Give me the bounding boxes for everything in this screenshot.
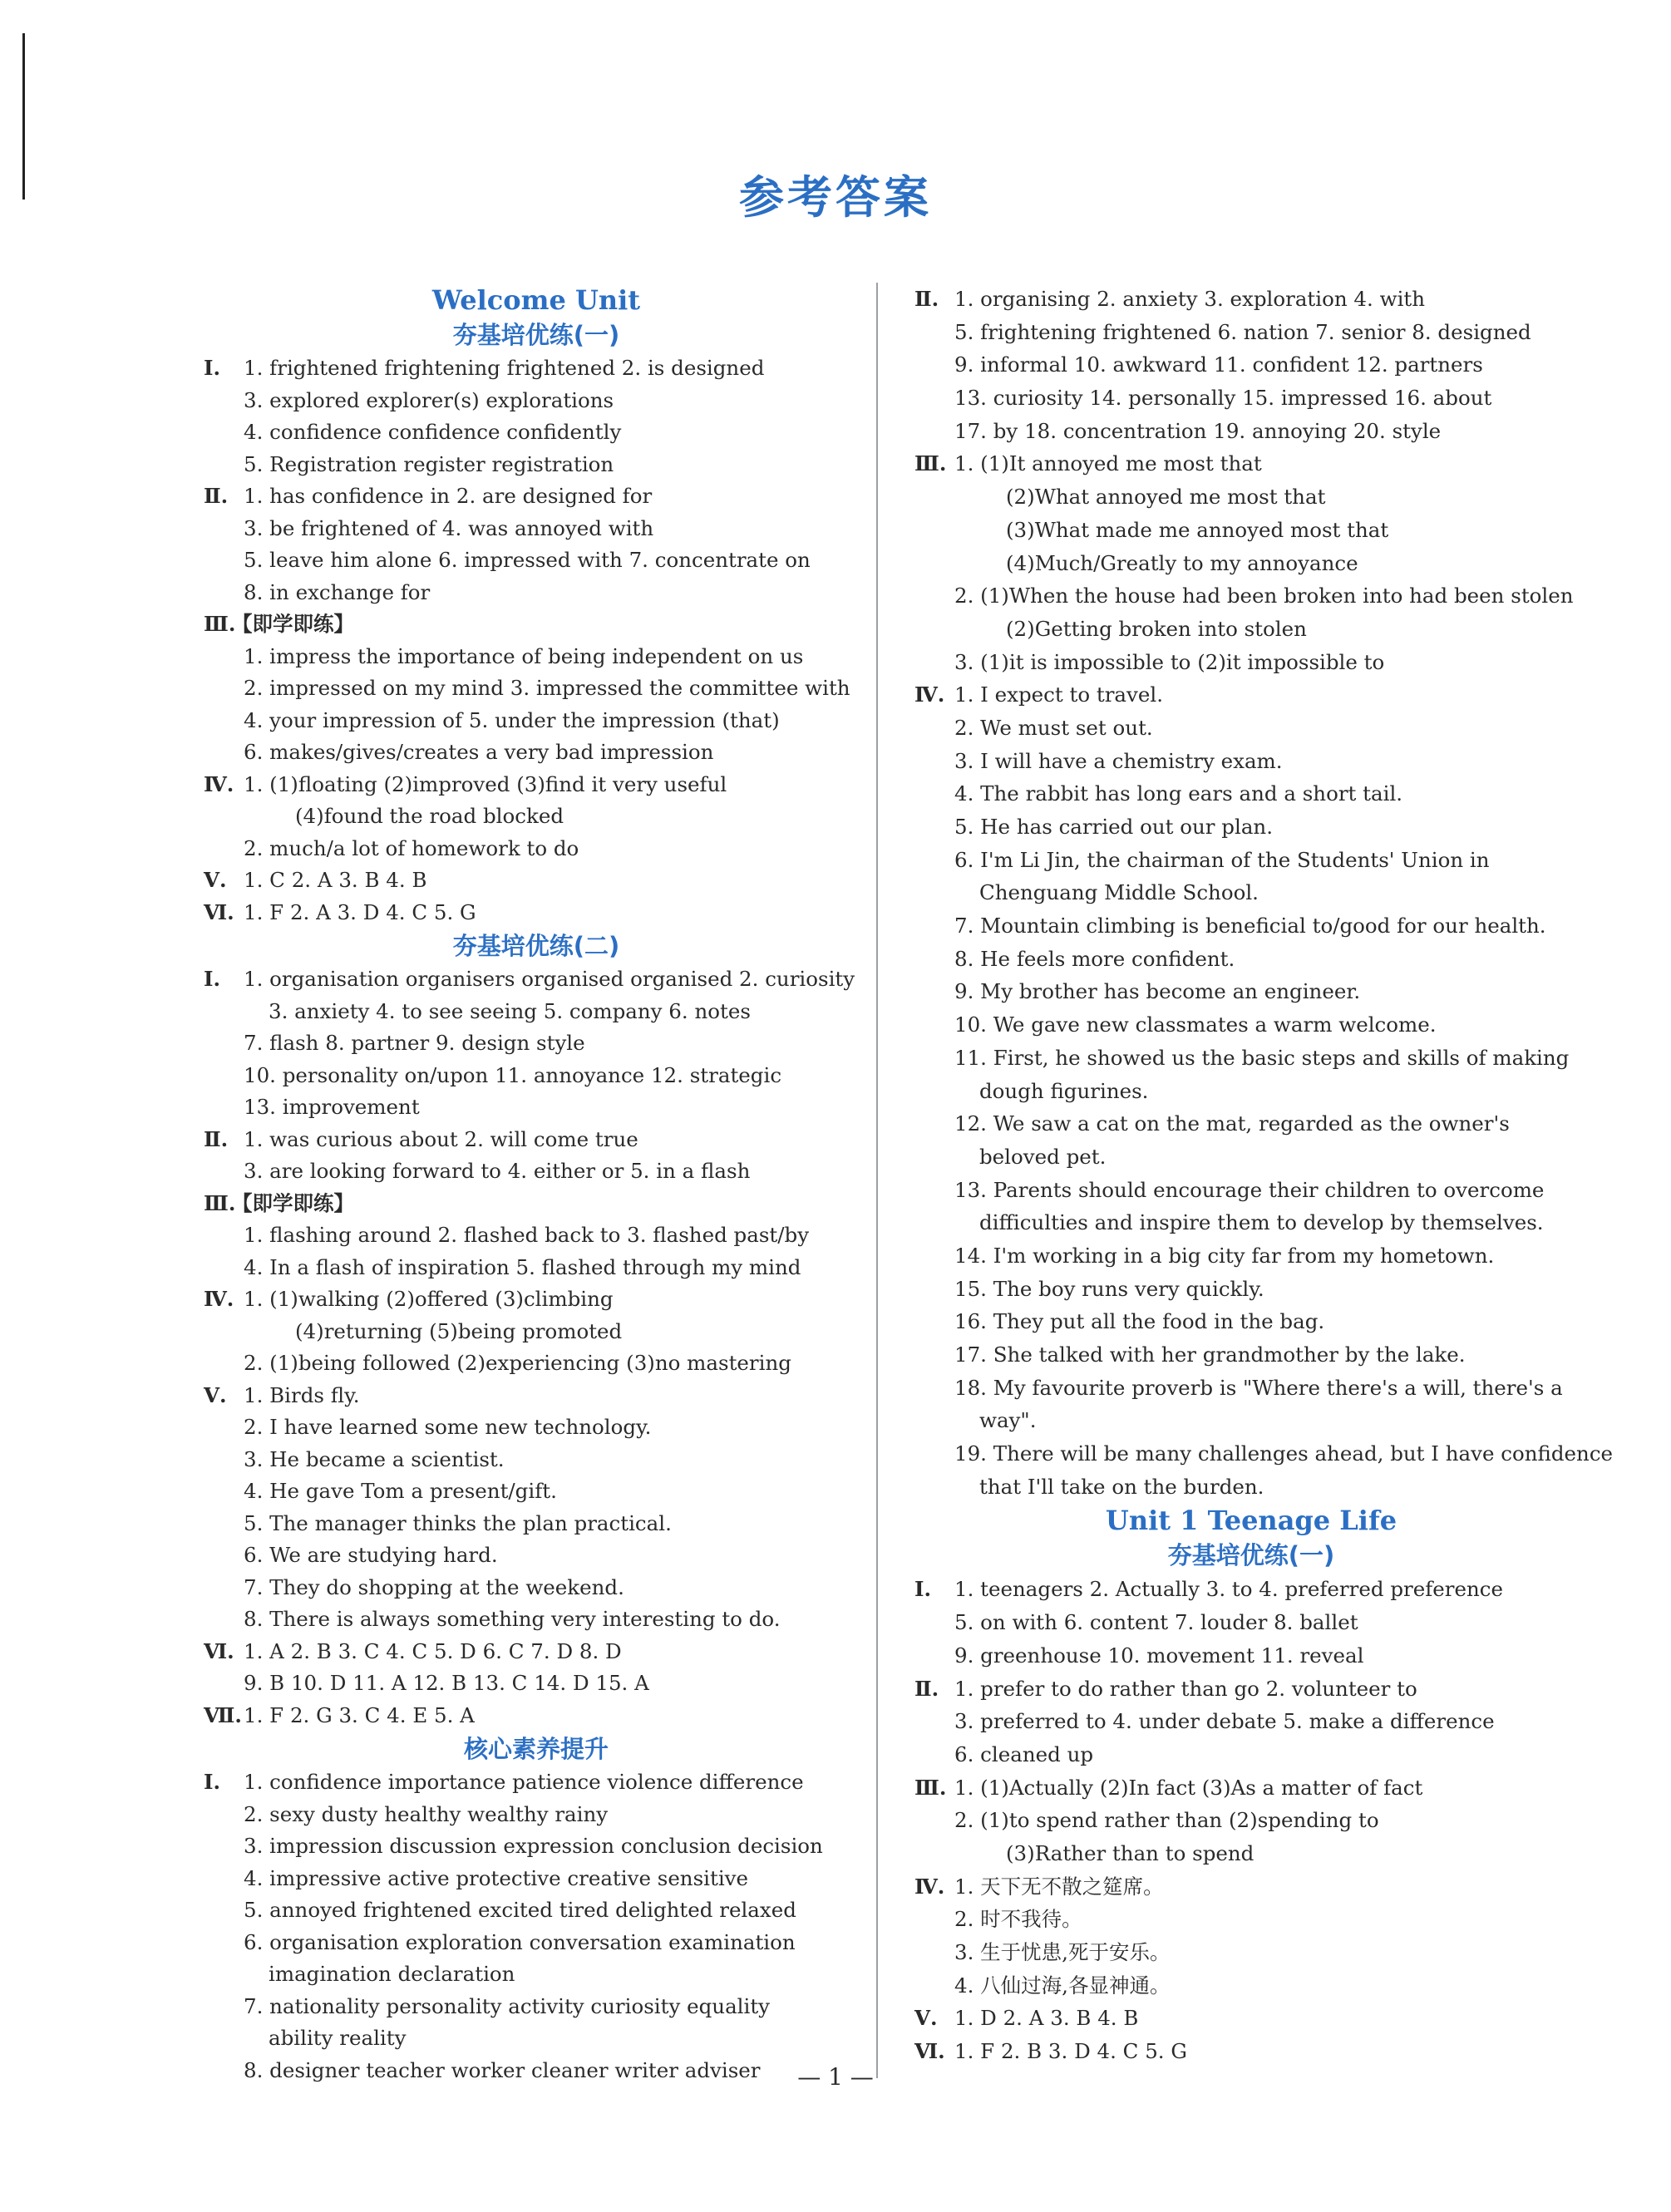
answer-text: 8. designer teacher worker cleaner writer adviser xyxy=(244,2057,761,2082)
roman-numeral: Ⅳ. xyxy=(204,771,234,796)
roman-numeral: Ⅴ. xyxy=(914,2006,938,2031)
answer-text: 19. There will be many challenges ahead, but I have confidence xyxy=(954,1441,1614,1466)
answer-text: 6. cleaned up xyxy=(954,1742,1094,1766)
answer-text: 2. sexy dusty healthy wealthy rainy xyxy=(244,1801,609,1826)
left-column xyxy=(204,283,869,2086)
answer-group xyxy=(914,283,1614,1503)
answer-text: 5. frightening frightened 6. nation 7. senior 8. designed xyxy=(954,319,1531,344)
answer-line xyxy=(204,737,869,769)
answer-text: 5. He has carried out our plan. xyxy=(954,815,1274,839)
answer-text: 14. I'm working in a big city far from my hometown. xyxy=(954,1243,1495,1268)
answer-text: 2. 时不我待。 xyxy=(954,1907,1082,1932)
answer-line xyxy=(204,1155,869,1188)
answer-line xyxy=(914,1936,1588,1969)
answer-line xyxy=(914,480,1588,514)
answer-text: 3. (1)it is impossible to (2)it impossible to xyxy=(954,649,1385,674)
answer-line xyxy=(204,385,869,417)
answer-line xyxy=(914,1008,1588,1042)
answer-text: 13. Parents should encourage their children to overcome xyxy=(954,1177,1545,1202)
answer-text: 10. personality on/upon 11. annoyance 12. strategic xyxy=(244,1062,782,1087)
answer-text: 2. We must set out. xyxy=(954,715,1153,740)
answer-text: 16. They put all the food in the bag. xyxy=(954,1309,1325,1334)
answer-text: (4)found the road blocked xyxy=(295,804,564,828)
roman-numeral: Ⅰ. xyxy=(914,1577,931,1602)
answer-text: 2. (1)When the house had been broken into had been stolen xyxy=(954,584,1574,608)
answer-line xyxy=(914,909,1588,943)
answer-text: 3. are looking forward to 4. either or 5. in a flash xyxy=(244,1159,751,1183)
answer-text: 11. First, he showed us the basic steps and skills of making xyxy=(954,1045,1570,1070)
answer-group xyxy=(914,1573,1588,2067)
answer-text: 1. A 2. B 3. C 4. C 5. D 6. C 7. D 8. D xyxy=(244,1638,622,1663)
answer-text: 3. explored explorer(s) explorations xyxy=(244,387,614,412)
answer-text: 8. in exchange for xyxy=(244,579,431,604)
answer-text: 7. nationality personality activity curiosity equality xyxy=(244,1993,771,2018)
answer-line xyxy=(914,1107,1588,1140)
answer-line xyxy=(204,833,869,865)
answer-line xyxy=(914,1042,1588,1075)
unit-heading: Unit 1 Teenage Life xyxy=(1105,1505,1397,1537)
answer-text: 3. 生于忧患,死于安乐。 xyxy=(954,1940,1171,1964)
answer-text: Chenguang Middle School. xyxy=(979,880,1259,905)
answer-line xyxy=(914,1606,1588,1639)
answer-line xyxy=(204,1219,869,1252)
answer-line xyxy=(914,547,1588,580)
answer-line xyxy=(204,544,869,577)
answer-line xyxy=(204,1188,869,1220)
answer-text: 4. In a flash of inspiration 5. flashed through my mind xyxy=(244,1254,801,1279)
answer-text: 1. C 2. A 3. B 4. B xyxy=(244,868,427,892)
answer-line xyxy=(914,1239,1588,1273)
roman-numeral: Ⅵ. xyxy=(914,2039,945,2064)
answer-line xyxy=(204,480,869,513)
answer-line xyxy=(204,1316,869,1348)
answer-text: 1. F 2. A 3. D 4. C 5. G xyxy=(244,899,476,924)
answer-text: 3. anxiety 4. to see seeing 5. company 6. notes xyxy=(269,998,751,1023)
answer-text: 9. greenhouse 10. movement 11. reveal xyxy=(954,1643,1364,1668)
answer-text: 1. (1)It annoyed me most that xyxy=(954,451,1262,476)
answer-line xyxy=(914,1771,1588,1805)
answer-line xyxy=(204,1668,869,1700)
answer-group xyxy=(204,963,869,1732)
answer-line xyxy=(914,777,1588,810)
answer-line xyxy=(914,678,1588,712)
answer-text: 2. I have learned some new technology. xyxy=(244,1415,652,1439)
answer-text: 4. He gave Tom a present/gift. xyxy=(244,1479,557,1503)
answer-text: (3)What made me annoyed most that xyxy=(1006,517,1389,542)
answer-line xyxy=(204,1252,869,1284)
answer-text: (4)returning (5)being promoted xyxy=(295,1318,623,1343)
answer-text: (2)Getting broken into stolen xyxy=(1006,616,1307,641)
answer-line xyxy=(914,382,1588,415)
section-heading: 夯基培优练(一) xyxy=(1167,1541,1335,1570)
answer-text: (4)Much/Greatly to my annoyance xyxy=(1006,550,1358,575)
roman-numeral: Ⅴ. xyxy=(204,868,227,892)
answer-text: 1. I expect to travel. xyxy=(954,682,1163,707)
roman-numeral: Ⅶ. xyxy=(204,1702,242,1727)
answer-text: 2. (1)being followed (2)experiencing (3)no mastering xyxy=(244,1351,791,1375)
roman-numeral: Ⅲ. xyxy=(204,1190,236,1215)
answer-text: 4. The rabbit has long ears and a short tail. xyxy=(954,781,1403,806)
roman-numeral: Ⅳ. xyxy=(914,1874,945,1899)
answer-text: 7. flash 8. partner 9. design style xyxy=(244,1031,585,1055)
roman-numeral: Ⅲ. xyxy=(204,612,236,636)
answer-line xyxy=(914,1273,1588,1306)
answer-text: 1. frightened frightening frightened 2. is designed xyxy=(244,356,765,380)
answer-text: 13. curiosity 14. personally 15. impressed 16. about xyxy=(954,386,1492,411)
column-divider xyxy=(876,283,878,2078)
answer-text: 【即学即练】 xyxy=(232,1190,354,1215)
answer-group xyxy=(204,1766,869,2086)
roman-numeral: Ⅰ. xyxy=(204,1770,220,1794)
answer-line xyxy=(204,705,869,737)
page-number: — 1 — xyxy=(797,2063,874,2091)
answer-text: 9. My brother has become an engineer. xyxy=(954,979,1361,1004)
answer-line xyxy=(914,283,1588,316)
answer-line xyxy=(914,745,1588,778)
roman-numeral: Ⅵ. xyxy=(204,1638,234,1663)
answer-line xyxy=(914,1837,1588,1870)
answer-text: 7. Mountain climbing is beneficial to/good for our health. xyxy=(954,914,1546,938)
answer-text: 1. confidence importance patience violence difference xyxy=(244,1770,804,1794)
answer-line xyxy=(204,416,869,449)
answer-line xyxy=(204,672,869,705)
answer-line xyxy=(204,1991,869,2023)
answer-text: 13. improvement xyxy=(244,1095,420,1119)
answer-line xyxy=(914,1673,1588,1706)
answer-line xyxy=(914,1305,1588,1338)
answer-line xyxy=(204,1508,869,1540)
answer-line xyxy=(914,844,1588,877)
answer-text: 【即学即练】 xyxy=(232,612,354,636)
page-title: 参考答案 xyxy=(739,171,932,224)
right-column xyxy=(914,283,1614,2068)
answer-line xyxy=(204,1283,869,1316)
answer-text: 1. flashing around 2. flashed back to 3. flashed past/by xyxy=(244,1223,810,1247)
answer-line xyxy=(204,641,869,673)
answer-line xyxy=(204,577,869,609)
answer-text: 8. He feels more confident. xyxy=(954,946,1235,971)
answer-line xyxy=(204,1091,869,1124)
answer-text: 5. leave him alone 6. impressed with 7. concentrate on xyxy=(244,548,811,572)
unit-heading: Welcome Unit xyxy=(431,284,641,316)
answer-line xyxy=(914,1140,1588,1174)
answer-line xyxy=(914,810,1588,844)
answer-text: 6. We are studying hard. xyxy=(244,1543,498,1567)
answer-line xyxy=(204,1766,869,1799)
answer-text: 1. (1)Actually (2)In fact (3)As a matter of fact xyxy=(954,1775,1423,1800)
answer-text: (3)Rather than to spend xyxy=(1006,1840,1254,1865)
answer-line xyxy=(204,352,869,385)
answer-text: 9. B 10. D 11. A 12. B 13. C 14. D 15. A xyxy=(244,1671,649,1695)
answer-line xyxy=(914,316,1588,349)
answer-text: 3. impression discussion expression conclusion decision xyxy=(244,1834,823,1858)
answer-line xyxy=(204,2022,869,2055)
roman-numeral: Ⅳ. xyxy=(204,1287,234,1311)
answer-line xyxy=(204,1444,869,1476)
answer-line xyxy=(914,876,1588,909)
answer-text: beloved pet. xyxy=(979,1144,1107,1169)
answer-text: 7. They do shopping at the weekend. xyxy=(244,1574,624,1599)
answer-line xyxy=(914,1206,1588,1239)
answer-text: 18. My favourite proverb is "Where there's a will, there's a xyxy=(954,1375,1563,1400)
roman-numeral: Ⅱ. xyxy=(914,287,939,311)
answer-text: 5. The manager thinks the plan practical. xyxy=(244,1510,672,1535)
answer-line xyxy=(914,613,1588,646)
answer-line xyxy=(204,1572,869,1604)
section-heading: 夯基培优练(一) xyxy=(452,321,620,349)
roman-numeral: Ⅳ. xyxy=(914,682,945,707)
roman-numeral: Ⅱ. xyxy=(204,1126,229,1151)
answer-text: 2. (1)to spend rather than (2)spending to xyxy=(954,1808,1379,1833)
roman-numeral: Ⅲ. xyxy=(914,1775,947,1800)
answer-line xyxy=(914,943,1588,976)
answer-line xyxy=(914,1804,1588,1837)
answer-text: 3. be frightened of 4. was annoyed with xyxy=(244,515,654,540)
answer-line xyxy=(204,608,869,641)
answer-text: 5. Registration register registration xyxy=(244,451,614,476)
answer-line xyxy=(204,513,869,545)
answer-group xyxy=(204,352,869,929)
answer-line xyxy=(204,1380,869,1412)
answer-text: 9. informal 10. awkward 11. confident 12. partners xyxy=(954,352,1483,377)
answer-text: 4. your impression of 5. under the impression (that) xyxy=(244,707,780,732)
answer-text: 1. Birds fly. xyxy=(244,1382,360,1407)
answer-line xyxy=(204,769,869,801)
answer-line xyxy=(204,1124,869,1156)
answer-text: that I'll take on the burden. xyxy=(979,1474,1264,1499)
answer-line xyxy=(204,1636,869,1668)
answer-text: 12. We saw a cat on the mat, regarded as the owner's xyxy=(954,1111,1510,1136)
answer-line xyxy=(204,1830,869,1863)
answer-text: 1. impress the importance of being independent on us xyxy=(244,643,804,668)
roman-numeral: Ⅰ. xyxy=(204,356,220,380)
answer-text: 4. confidence confidence confidently xyxy=(244,420,622,444)
answer-line xyxy=(914,2002,1588,2035)
answer-line xyxy=(914,1573,1588,1606)
answer-line xyxy=(914,1404,1588,1437)
answer-text: 3. preferred to 4. under debate 5. make a difference xyxy=(954,1709,1495,1734)
roman-numeral: Ⅱ. xyxy=(204,484,229,508)
answer-line xyxy=(914,579,1588,613)
answer-line xyxy=(204,897,869,929)
answer-line xyxy=(204,1799,869,1831)
answer-text: 1. F 2. G 3. C 4. E 5. A xyxy=(244,1702,475,1727)
answer-line xyxy=(204,1700,869,1732)
answer-text: 10. We gave new classmates a warm welcome. xyxy=(954,1012,1437,1037)
answer-text: 5. on with 6. content 7. louder 8. ballet xyxy=(954,1610,1358,1635)
answer-text: 1. prefer to do rather than go 2. volunteer to xyxy=(954,1676,1417,1701)
answer-line xyxy=(914,514,1588,547)
answer-text: 1. D 2. A 3. B 4. B xyxy=(954,2006,1139,2031)
answer-line xyxy=(914,415,1588,448)
answer-text: 4. 八仙过海,各显神通。 xyxy=(954,1973,1171,1998)
answer-text: 1. was curious about 2. will come true xyxy=(244,1126,638,1151)
answer-text: 1. 天下无不散之筵席。 xyxy=(954,1874,1164,1899)
answer-text: 2. much/a lot of homework to do xyxy=(244,835,579,860)
answer-line xyxy=(914,1437,1614,1471)
roman-numeral: Ⅵ. xyxy=(204,899,234,924)
answer-line xyxy=(914,1075,1588,1108)
section-heading: 夯基培优练(二) xyxy=(452,932,620,960)
answer-text: way". xyxy=(979,1408,1037,1433)
answer-line xyxy=(204,1060,869,1092)
answer-line xyxy=(914,1338,1588,1372)
answer-line xyxy=(204,1604,869,1636)
answer-line xyxy=(204,1958,869,1991)
answer-text: 1. (1)floating (2)improved (3)find it very useful xyxy=(244,771,727,796)
answer-text: 6. organisation exploration conversation examination xyxy=(244,1929,796,1954)
answer-line xyxy=(914,348,1588,382)
answer-text: difficulties and inspire them to develop by themselves. xyxy=(979,1210,1544,1235)
roman-numeral: Ⅴ. xyxy=(204,1382,227,1407)
answer-line xyxy=(914,1639,1588,1673)
answer-line xyxy=(914,1870,1588,1904)
answer-line xyxy=(914,1969,1588,2003)
roman-numeral: Ⅰ. xyxy=(204,967,220,991)
answer-text: 6. I'm Li Jin, the chairman of the Students' Union in xyxy=(954,847,1490,872)
answer-line xyxy=(204,1894,869,1927)
answer-line xyxy=(914,1471,1588,1504)
answer-line xyxy=(914,1174,1588,1207)
answer-text: 1. F 2. B 3. D 4. C 5. G xyxy=(954,2039,1187,2064)
answer-text: (2)What annoyed me most that xyxy=(1006,485,1326,510)
answer-line xyxy=(204,801,869,833)
answer-line xyxy=(914,1372,1588,1405)
answer-text: 1. organising 2. anxiety 3. exploration 4. with xyxy=(954,287,1426,311)
answer-text: 17. by 18. concentration 19. annoying 20. style xyxy=(954,418,1442,443)
answer-line xyxy=(914,1705,1588,1738)
answer-line xyxy=(914,447,1588,480)
answer-line xyxy=(204,1540,869,1572)
answer-line xyxy=(914,646,1588,679)
section-heading: 核心素养提升 xyxy=(463,1735,609,1763)
answer-line xyxy=(914,975,1588,1008)
answer-text: 17. She talked with her grandmother by the lake. xyxy=(954,1342,1466,1367)
answer-line xyxy=(204,865,869,897)
answer-line xyxy=(204,1475,869,1508)
answer-text: 4. impressive active protective creative sensitive xyxy=(244,1865,749,1890)
answer-text: 1. organisation organisers organised organised 2. curiosity xyxy=(244,967,855,991)
answer-text: 8. There is always something very interesting to do. xyxy=(244,1607,781,1631)
answer-line xyxy=(204,449,869,481)
answer-text: dough figurines. xyxy=(979,1078,1149,1103)
answer-line xyxy=(914,1903,1588,1936)
answer-text: 3. He became a scientist. xyxy=(244,1446,505,1471)
answer-line xyxy=(204,1927,869,1959)
answer-line xyxy=(204,963,869,996)
answer-text: 15. The boy runs very quickly. xyxy=(954,1276,1264,1301)
answer-text: imagination declaration xyxy=(269,1962,515,1986)
answer-line xyxy=(204,1347,869,1380)
answer-line xyxy=(204,1863,869,1895)
answer-text: 5. annoyed frightened excited tired delighted relaxed xyxy=(244,1898,796,1922)
answer-text: 1. has confidence in 2. are designed for xyxy=(244,484,653,508)
answer-text: 3. I will have a chemistry exam. xyxy=(954,748,1283,773)
answer-line xyxy=(204,1411,869,1444)
answer-line xyxy=(914,1738,1588,1771)
answer-text: 6. makes/gives/creates a very bad impression xyxy=(244,740,714,764)
answer-text: 1. teenagers 2. Actually 3. to 4. preferred preference xyxy=(954,1577,1503,1602)
answer-line xyxy=(204,1027,869,1060)
roman-numeral: Ⅲ. xyxy=(914,451,947,476)
answer-text: 2. impressed on my mind 3. impressed the committee with xyxy=(244,676,850,700)
roman-numeral: Ⅱ. xyxy=(914,1676,939,1701)
answer-text: 1. (1)walking (2)offered (3)climbing xyxy=(244,1287,614,1311)
answer-line xyxy=(914,712,1588,745)
answer-text: ability reality xyxy=(269,2026,407,2050)
answer-line xyxy=(204,996,869,1028)
